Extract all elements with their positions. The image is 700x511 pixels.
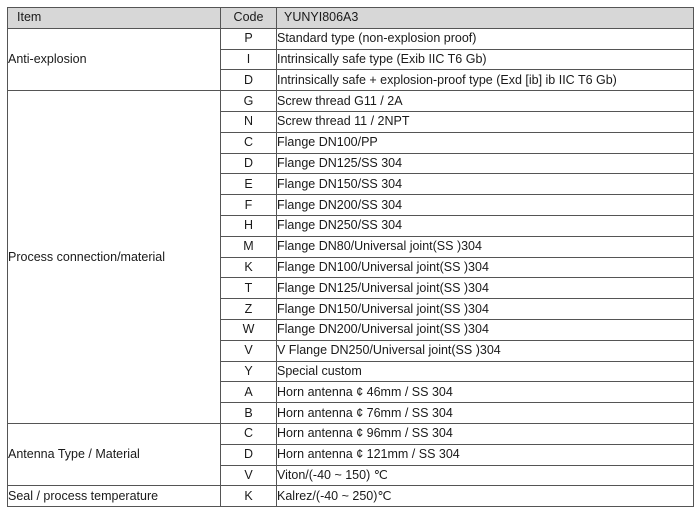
code-cell: K (221, 257, 277, 278)
description-cell: Intrinsically safe type (Exib IIC T6 Gb) (277, 49, 694, 70)
table-row (8, 486, 694, 507)
table-row (8, 28, 694, 49)
code-cell: G (221, 91, 277, 112)
model-selection-table (7, 7, 694, 507)
code-cell: C (221, 132, 277, 153)
header-row (8, 8, 694, 29)
code-cell: P (221, 28, 277, 49)
description-cell: Screw thread 11 / 2NPT (277, 111, 694, 132)
spec-table-container (7, 7, 694, 507)
code-cell: M (221, 236, 277, 257)
code-cell: A (221, 382, 277, 403)
code-cell: V (221, 465, 277, 486)
item-group-label: Seal / process temperature (8, 486, 221, 507)
code-cell: H (221, 215, 277, 236)
description-cell: Viton/(-40 ~ 150) ℃ (277, 465, 694, 486)
description-cell: Flange DN150/SS 304 (277, 174, 694, 195)
description-cell: Horn antenna ¢ 121mm / SS 304 (277, 444, 694, 465)
description-cell: V Flange DN250/Universal joint(SS )304 (277, 340, 694, 361)
description-cell: Flange DN250/SS 304 (277, 215, 694, 236)
description-cell: Screw thread G11 / 2A (277, 91, 694, 112)
description-cell: Flange DN100/PP (277, 132, 694, 153)
table-row (8, 91, 694, 112)
description-cell: Intrinsically safe + explosion-proof type (Exd [ib] ib IIC T6 Gb) (277, 70, 694, 91)
description-cell: Flange DN125/Universal joint(SS )304 (277, 278, 694, 299)
code-cell: E (221, 174, 277, 195)
code-cell: V (221, 340, 277, 361)
description-cell: Kalrez/(-40 ~ 250)℃ (277, 486, 694, 507)
description-cell: Flange DN200/Universal joint(SS )304 (277, 319, 694, 340)
code-cell: T (221, 278, 277, 299)
description-cell: Flange DN200/SS 304 (277, 195, 694, 216)
code-cell: N (221, 111, 277, 132)
item-group-label: Antenna Type / Material (8, 423, 221, 485)
code-cell: Y (221, 361, 277, 382)
item-group-label: Anti-explosion (8, 28, 221, 90)
code-cell: D (221, 70, 277, 91)
code-cell: D (221, 444, 277, 465)
description-cell: Flange DN80/Universal joint(SS )304 (277, 236, 694, 257)
description-cell: Special custom (277, 361, 694, 382)
description-cell: Flange DN125/SS 304 (277, 153, 694, 174)
code-column-header: Code (221, 8, 277, 29)
code-cell: K (221, 486, 277, 507)
code-cell: B (221, 403, 277, 424)
description-cell: Horn antenna ¢ 76mm / SS 304 (277, 403, 694, 424)
code-cell: Z (221, 299, 277, 320)
description-cell: Standard type (non-explosion proof) (277, 28, 694, 49)
model-column-header: YUNYI806A3 (277, 8, 694, 29)
description-cell: Horn antenna ¢ 46mm / SS 304 (277, 382, 694, 403)
code-cell: W (221, 319, 277, 340)
item-group-label: Process connection/material (8, 91, 221, 424)
code-cell: F (221, 195, 277, 216)
item-column-header: Item (8, 8, 221, 29)
description-cell: Flange DN150/Universal joint(SS )304 (277, 299, 694, 320)
code-cell: D (221, 153, 277, 174)
description-cell: Flange DN100/Universal joint(SS )304 (277, 257, 694, 278)
code-cell: C (221, 423, 277, 444)
code-cell: I (221, 49, 277, 70)
table-row (8, 423, 694, 444)
description-cell: Horn antenna ¢ 96mm / SS 304 (277, 423, 694, 444)
